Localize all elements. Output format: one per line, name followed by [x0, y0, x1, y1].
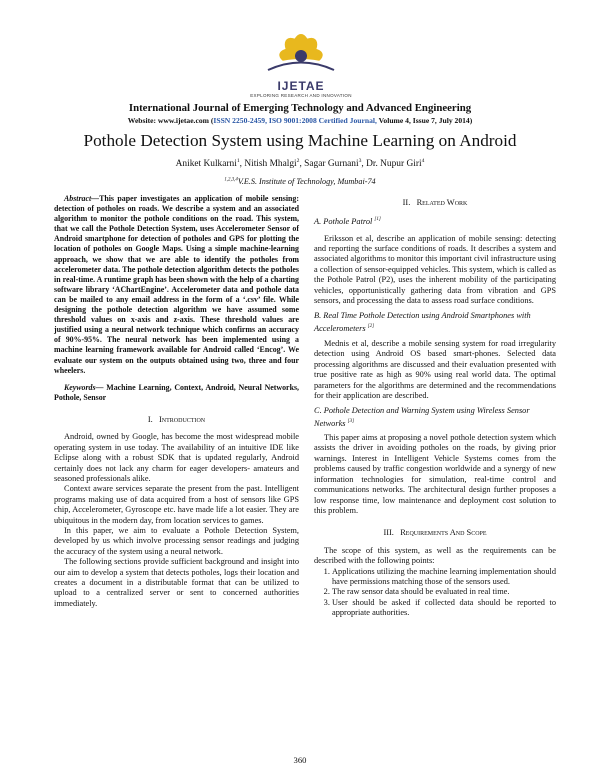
keywords-label: Keywords— — [64, 382, 104, 392]
right-column — [314, 194, 556, 619]
author-name: Nitish Mhalgi — [244, 159, 297, 170]
subsection-title — [314, 311, 556, 334]
section-heading-related-work — [314, 198, 556, 208]
author-sup: 2 — [296, 158, 300, 164]
list-item: 1. Applications utilizing the machine learning implementation should have permissions matching those of the sensors used. — [332, 567, 556, 588]
author-name: Dr. Nupur Giri — [366, 159, 422, 170]
list-item: 2. The raw sensor data should be evaluated in real time. — [332, 587, 556, 597]
section-heading-introduction — [54, 415, 299, 425]
subsection-title — [314, 406, 556, 429]
subsection-title-text: B. Real Time Pothole Detection using Android Smartphones with Accelerometers — [314, 311, 531, 333]
logo-name: IJETAE — [277, 79, 325, 93]
subsection-title-text: C. Pothole Detection and Warning System using Wireless Sensor Networks — [314, 406, 530, 428]
issn-text: ISSN 2250-2459, ISO 9001:2008 Certified Journal, — [213, 116, 377, 125]
keywords — [54, 383, 299, 403]
left-column — [54, 194, 299, 609]
page-number: 360 — [293, 755, 307, 765]
website-line — [0, 116, 600, 125]
citation-ref: [3] — [347, 418, 355, 424]
section-title: Related Work — [416, 198, 468, 207]
section-number: III. — [383, 528, 394, 538]
keywords-text: Machine Learning, Context, Android, Neural Networks, Pothole, Sensor — [54, 382, 299, 402]
abstract-text: This paper investigates an application of mobile sensing: detection of potholes on roads. We describe a system and an associated algorithm to monitor the pothole conditions on the road. This system, that we call the Pothole Detection System, uses Accelerometer Sensor of Android smartphone for detection of potholes and GPS for plotting the location of potholes on Google Maps. Using a simple machine-learning approach, we show that we are able to identify the potholes from accelerometer data. The pothole detection algorithm detects the potholes in real-time. A runtime graph has been shown with the help of a charting software library ‘AChartEngine’. Accelerometer data and pothole data can be mailed to any email address in the form of a ‘.csv’ file. While designing the pothole detection algorithm we have assumed some threshold values on x-axis and z-axis. These threshold values are justified using a neural network technique which confirms an accuracy of 90%-95%. The neural network has been implemented using a machine learning framework available for Android called ‘Encog’. We evaluate our system on the outputs obtained using two, three and four wheelers. — [54, 194, 299, 375]
website-prefix[interactable]: Website: www.ijetae.com ( — [127, 116, 214, 125]
intro-paragraph: Android, owned by Google, has become the most widespread mobile operating system in use today. The availability of an intuitive IDE like Eclipse along with a robust SDK that is updated regularly, Android certainly does not lack any charm for eager developers- amateurs and seasoned professionals alike. — [54, 432, 299, 483]
intro-paragraph: Context aware services separate the present from the past. Intelligent programs making use of data acquired from a host of sensors like GPS chip, Accelerometer, Gyroscope etc. have made life a lot easier. They are ubiquitous in the modern day, from location services to games. — [54, 484, 299, 525]
logo-tagline: EXPLORING RESEARCH AND INNOVATION — [250, 93, 352, 98]
paper-title: Pothole Detection System using Machine Learning on Android — [83, 131, 517, 150]
section-number: I. — [147, 414, 153, 424]
author-name: Aniket Kulkarni — [175, 159, 237, 170]
section-title: Requirements And Scope — [400, 528, 487, 538]
subsection-title-text: A. Pothole Patrol — [314, 217, 373, 227]
author-sup: 4 — [421, 158, 425, 164]
intro-paragraph: In this paper, we aim to evaluate a Pothole Detection System, developed by us which involve processing sensor readings and judging the accuracy of the system using a neural network. — [54, 525, 299, 556]
citation-ref: [2] — [367, 323, 375, 329]
requirements-list — [314, 567, 556, 619]
author-name: Sagar Gurnani — [304, 159, 359, 170]
subsection-title — [314, 215, 556, 227]
list-item: 3. User should be asked if collected data should be reported to appropriate authorities. — [332, 598, 556, 619]
affil-text: V.E.S. Institute of Technology, Mumbai-74 — [237, 177, 376, 186]
author-sup: 3 — [358, 158, 362, 164]
section-title: Introduction — [159, 414, 206, 424]
subsection-paragraph: This paper aims at proposing a novel pothole detection system which assists the driver in avoiding potholes on the roads, by giving prior warnings. Interest in Intelligent Vehicle Systems comes from the problems caused by traffic congestion worldwide and a synergy of new information technologies for simulation, real-time control and communications networks. The architectural design further proposes a low response time, low maintenance and deployment cost solution to this problem. — [314, 433, 556, 515]
journal-title: International Journal of Emerging Technology and Advanced Engineering — [128, 102, 472, 114]
scope-intro: The scope of this system, as well as the requirements can be described with the following points: — [314, 545, 556, 566]
volume-text: Volume 4, Issue 7, July 2014) — [376, 116, 473, 125]
subsection-paragraph: Eriksson et al, describe an application of mobile sensing: detecting and reporting the surface conditions of roads. It describes a system and associated algorithms to monitor this important civil infrastructure using a collection of sensor-equipped vehicles. This system, which is called as the Pothole Patrol (P2), uses the inherent mobility of the participating vehicles, opportunistically gathering data from vibration and GPS sensors, and processing the data to assess road surface conditions. — [314, 233, 556, 306]
citation-ref: [1] — [374, 217, 381, 223]
subsection-paragraph: Mednis et al, describe a mobile sensing system for road irregularity detection using Android OS based smart-phones. Selected data processing algorithms are discussed and their evaluation presented with true positive rate as high as 90% using real world data. The optimal parameters for the algorithms are determined and the recommendations for their application are described. — [314, 339, 556, 401]
intro-paragraph: The following sections provide sufficient background and insight into our aim to develop a system that detects potholes, logs their location and creates a document in a distributable format that can be utilized to upload to a centralized server or sent to concerned authorities immediately. — [54, 557, 299, 608]
author-sup: 1 — [236, 158, 240, 164]
author-list: Aniket Kulkarni$^1$, Nitish Mhalgi$^2$, Sagar Gurnani$^3$, Dr. Nupur Giri$^4$ — [175, 158, 425, 170]
abstract — [54, 194, 299, 376]
abstract-label: Abstract— — [64, 194, 100, 203]
section-heading-requirements — [314, 528, 556, 538]
affil-sup: 1,2,3,4 — [224, 177, 238, 183]
section-number: II. — [402, 198, 411, 207]
affiliation — [0, 177, 600, 186]
logo-wordmark — [236, 79, 366, 98]
